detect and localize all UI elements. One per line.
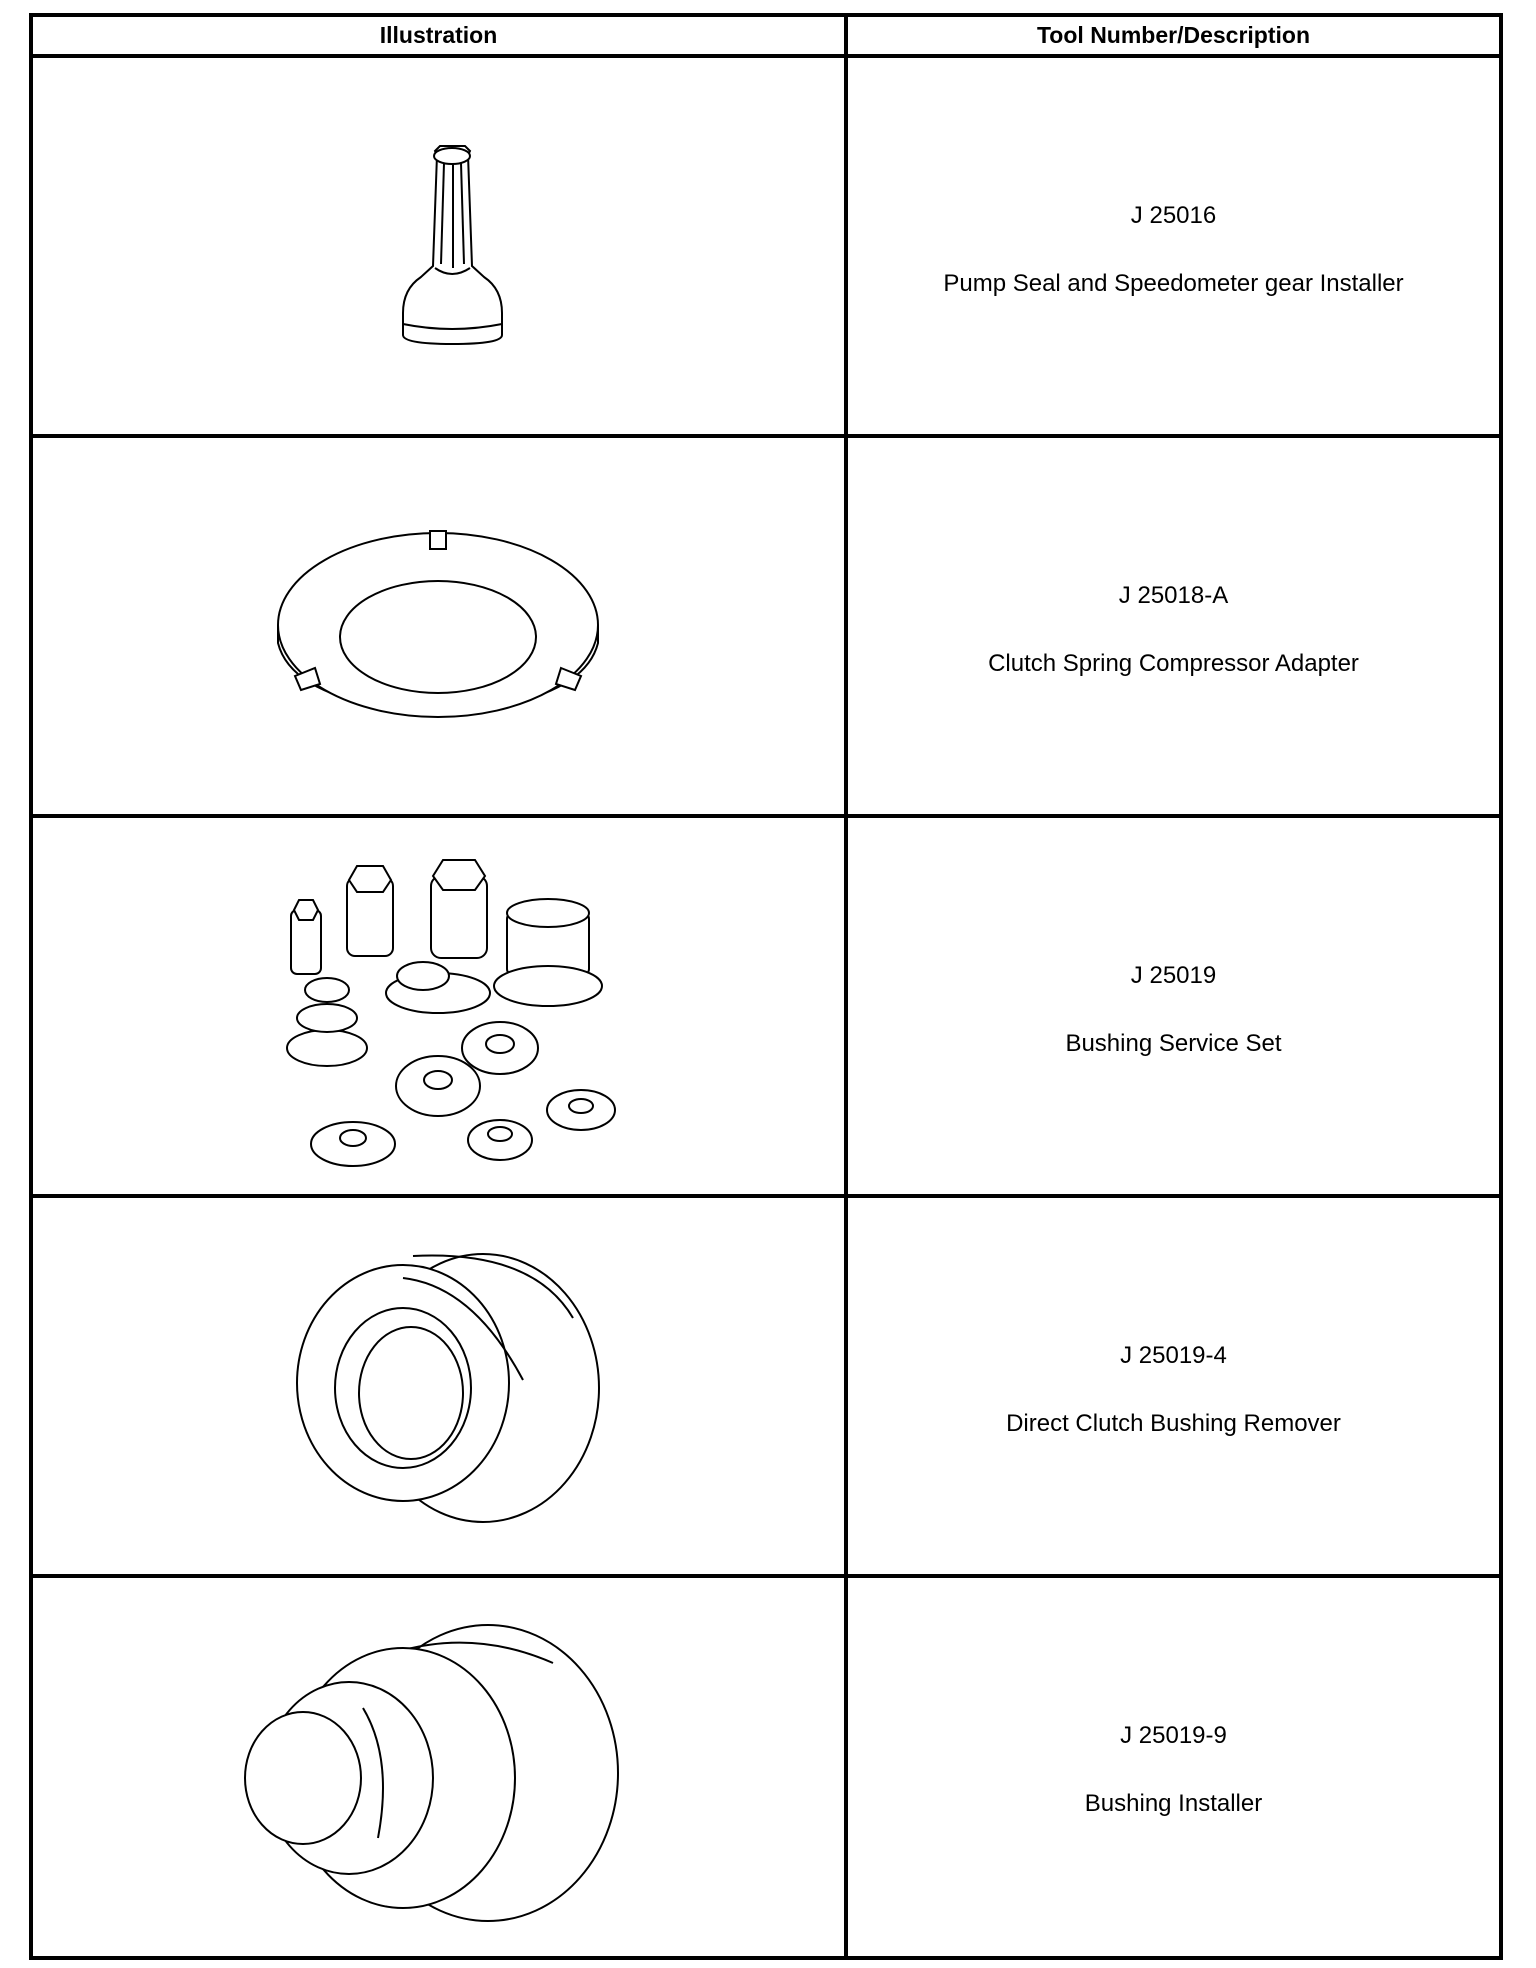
tool-description: Clutch Spring Compressor Adapter <box>988 650 1359 677</box>
tool-description-cell <box>848 438 1499 814</box>
bushing-installer-drawing <box>33 1578 844 1954</box>
table-row <box>33 1198 1499 1578</box>
tool-number: J 25019-4 <box>1120 1342 1227 1369</box>
tool-number: J 25016 <box>1130 202 1217 229</box>
tool-description-cell <box>848 1198 1499 1574</box>
tool-table <box>29 13 1503 1960</box>
table-header <box>33 17 1499 58</box>
tool-description: Bushing Service Set <box>1065 1030 1282 1057</box>
table-row <box>33 818 1499 1198</box>
tool-number: J 25019 <box>1130 962 1217 989</box>
pump-seal-installer-drawing <box>33 58 844 434</box>
tool-description: Direct Clutch Bushing Remover <box>1006 1410 1341 1437</box>
clutch-spring-adapter-drawing <box>33 438 844 814</box>
tool-description-cell <box>848 818 1499 1194</box>
table-row <box>33 58 1499 438</box>
tool-description-cell <box>848 1578 1499 1954</box>
bushing-service-set-drawing <box>33 818 844 1194</box>
tool-description: Pump Seal and Speedometer gear Installer <box>943 270 1404 297</box>
tool-description-cell <box>848 58 1499 434</box>
tool-description: Bushing Installer <box>1084 1790 1263 1817</box>
table-row <box>33 438 1499 818</box>
tool-number: J 25018-A <box>1118 582 1229 609</box>
header-illustration: Illustration <box>379 22 498 48</box>
table-row <box>33 1578 1499 1958</box>
direct-clutch-bushing-remover-drawing <box>33 1198 844 1574</box>
header-tool-description: Tool Number/Description <box>1036 22 1311 48</box>
tool-number: J 25019-9 <box>1120 1722 1227 1749</box>
